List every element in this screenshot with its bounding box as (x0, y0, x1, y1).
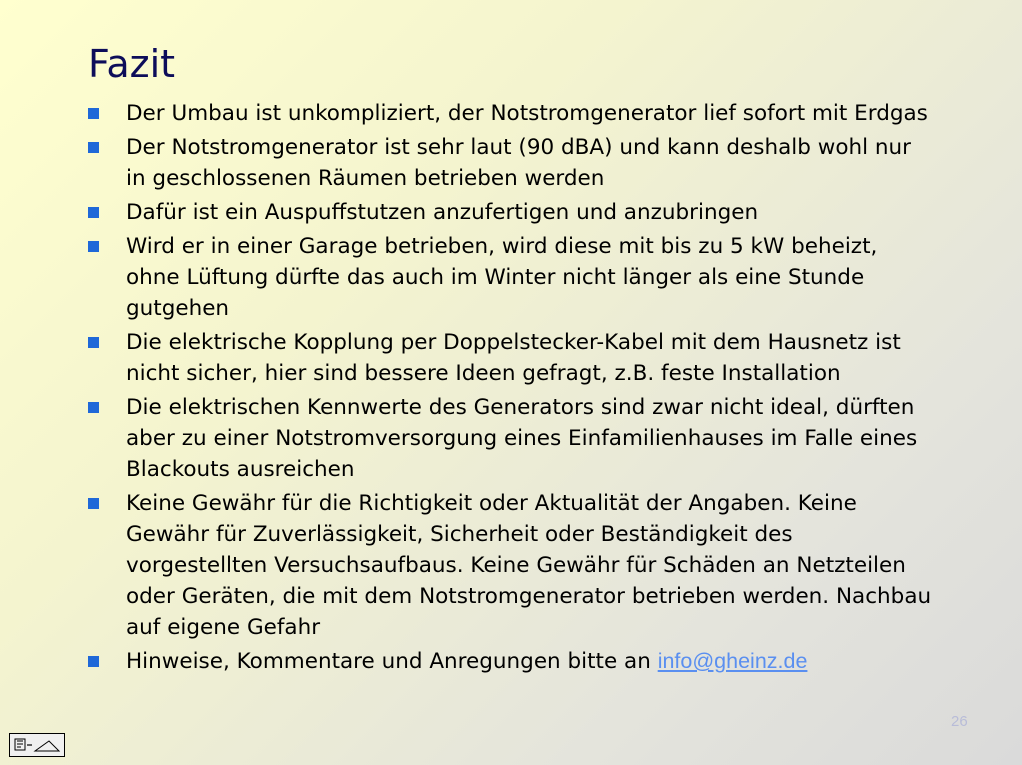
slide-navigation-icon (11, 735, 63, 755)
square-bullet-icon (88, 207, 99, 218)
bullet-item: Dafür ist ein Auspuffstutzen anzufertigen und anzubringen (88, 197, 988, 228)
bullet-item: Hinweise, Kommentare und Anregungen bitte an info@gheinz.de (88, 646, 988, 677)
square-bullet-icon (88, 108, 99, 119)
bullet-item: Der Umbau ist unkompliziert, der Notstromgenerator lief sofort mit Erdgas (88, 98, 988, 129)
square-bullet-icon (88, 337, 99, 348)
bullet-list (88, 98, 988, 680)
square-bullet-icon (88, 402, 99, 413)
bullet-item: Der Notstromgenerator ist sehr laut (90 dBA) und kann deshalb wohl nur in geschlossenen Räumen betrieben werden (88, 132, 988, 194)
email-link[interactable]: info@gheinz.de (657, 649, 808, 673)
bullet-item: Keine Gewähr für die Richtigkeit oder Aktualität der Angaben. Keine Gewähr für Zuverlässigkeit, Sicherheit oder Beständigkeit des vorgestellten Versuchsaufbaus. Keine Gewähr für Schäden an Netzteilen oder Geräten, die mit dem Notstromgenerator betrieben werden. Nachbau auf eigene Gefahr (88, 488, 988, 643)
square-bullet-icon (88, 656, 99, 667)
bullet-item: Die elektrische Kopplung per Doppelstecker-Kabel mit dem Hausnetz ist nicht sicher, hier sind bessere Ideen gefragt, z.B. feste Installation (88, 327, 988, 389)
slide-title: Fazit (88, 42, 176, 86)
bullet-item: Die elektrischen Kennwerte des Generators sind zwar nicht ideal, dürften aber zu einer Notstromversorgung eines Einfamilienhauses im Falle eines Blackouts ausreichen (88, 392, 988, 485)
square-bullet-icon (88, 241, 99, 252)
square-bullet-icon (88, 498, 99, 509)
square-bullet-icon (88, 142, 99, 153)
page-number: 26 (951, 713, 968, 730)
bullet-item: Wird er in einer Garage betrieben, wird diese mit bis zu 5 kW beheizt, ohne Lüftung dürfte das auch im Winter nicht länger als eine Stunde gutgehen (88, 231, 988, 324)
slide-navigation-button[interactable] (9, 733, 65, 757)
